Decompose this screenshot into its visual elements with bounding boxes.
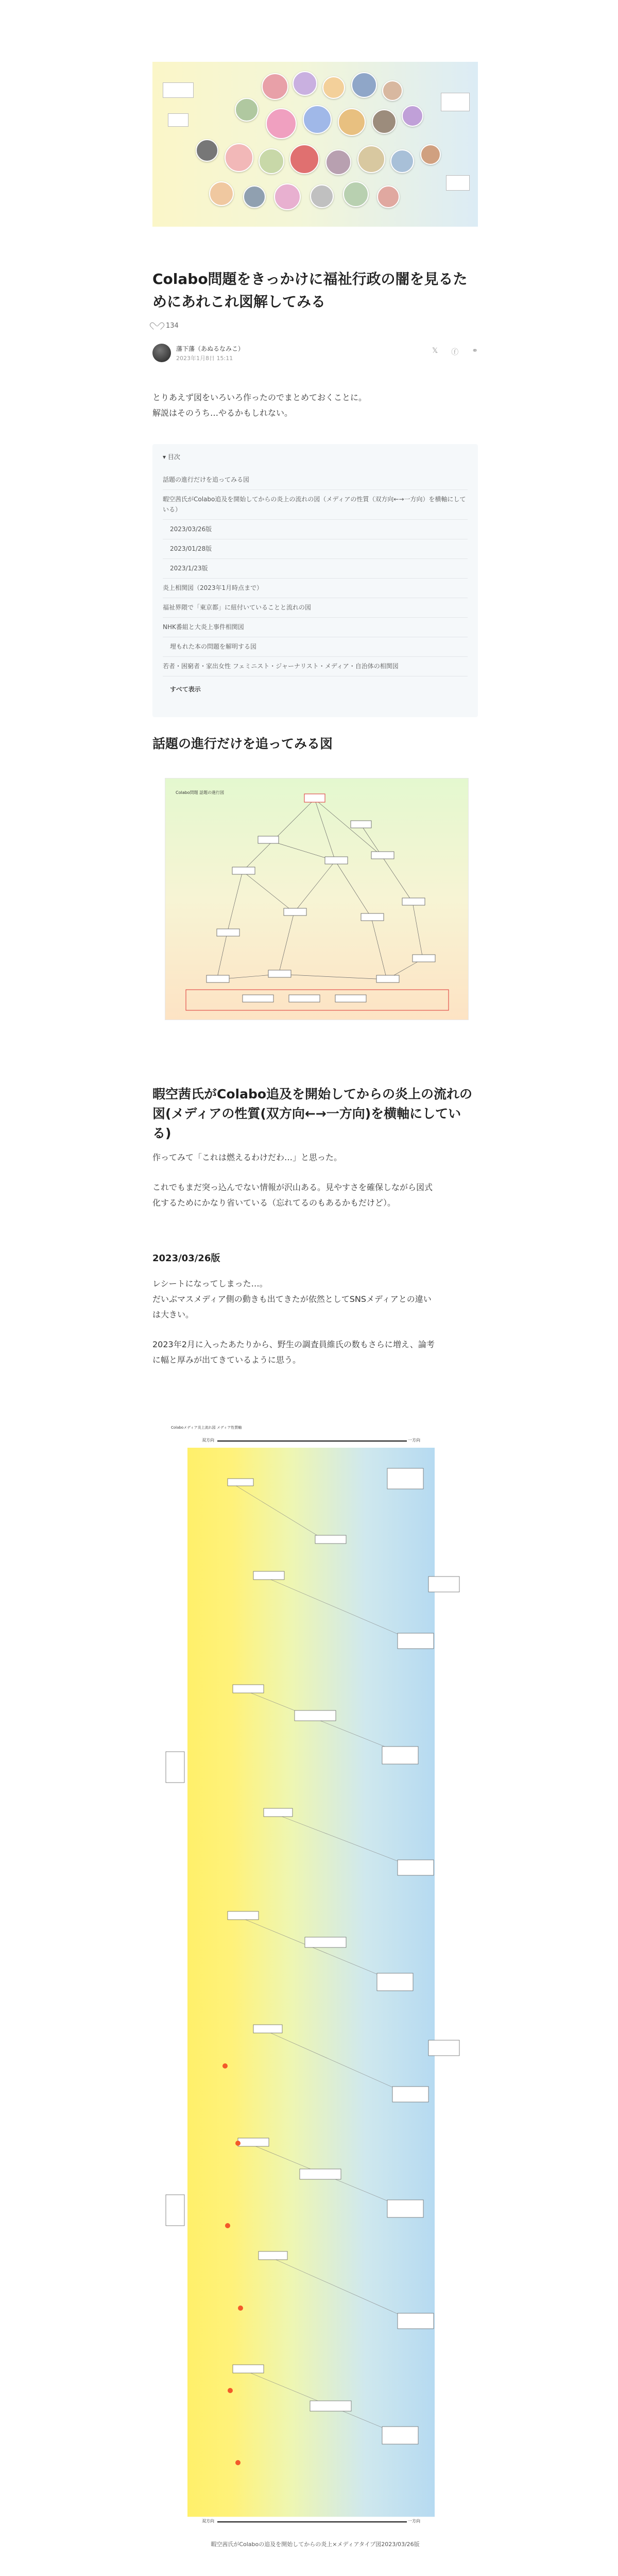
paragraph: 作ってみて「これは燃えるわけだわ…」と思った。 [152,1153,342,1162]
facebook-icon[interactable]: ⓕ [451,348,459,357]
section-body [152,1150,478,1211]
share-buttons [432,347,478,357]
diagram-graph [165,778,469,1021]
avatar [262,73,288,100]
figure-caption: 暇空茜氏がColaboの追及を開始してからの炎上×メディアタイプ図2023/03/26版 [211,2541,420,2548]
paragraph: は大きい。 [152,1310,194,1319]
like-count: 134 [166,322,179,330]
note-box [168,113,188,127]
section-heading: 暇空茜氏がColabo追及を開始してからの炎上の流れの図(メディアの性質(双方向←→一方向)を横軸にしている) [152,1087,473,1141]
axis-label-left: 双方向 [202,1438,214,1443]
avatar [351,72,377,98]
toc-item[interactable]: 埋もれた本の問題を解明する図 [163,637,468,657]
toc-item[interactable]: 2023/1/23版 [163,559,468,579]
toc-item[interactable]: 炎上相関図（2023年1月時点まで） [163,579,468,598]
avatar [325,149,351,175]
toc-item[interactable]: 2023/01/28版 [163,539,468,559]
toc-item[interactable]: 暇空茜氏がColabo追及を開始してからの炎上の流れの図（メディアの性質（双方向←→一方向）を横軸にしている） [163,490,468,520]
avatar [322,76,345,99]
avatar [390,149,414,173]
toc-item[interactable]: 話題の進行だけを追ってみる図 [163,470,468,490]
avatar [357,145,385,173]
avatar [243,185,266,208]
avatar [235,98,259,122]
axis-label-left: 双方向 [202,2519,214,2523]
publish-date: 2023年1月8日 15:11 [176,354,233,362]
x-icon[interactable]: 𝕏 [432,347,438,355]
note-box [446,175,470,191]
toc-item[interactable]: NHK番組と大炎上事件相関図 [163,618,468,637]
avatar [303,105,332,134]
toc-heading[interactable]: ▾ 目次 [163,453,180,461]
note-box [163,82,194,98]
avatar [377,185,400,208]
paragraph: レシートになってしまった…。 [152,1279,268,1289]
paragraph: に幅と厚みが出てきているように思う。 [152,1355,301,1365]
paragraph: 化するためにかなり省いている（忘れてるのもあるかもだけど）。 [152,1198,396,1208]
avatar [225,143,253,172]
avatar [196,139,218,162]
toc-item[interactable]: 2023/03/26版 [163,520,468,539]
avatar [372,109,397,134]
hero-image [152,62,478,227]
heart-icon[interactable] [152,323,161,330]
author-name[interactable]: 藩下藩（あぬるなみこ） [176,345,245,352]
intro-line: とりあえず図をいろいろ作ったのでまとめておくことに。 [152,393,367,402]
progress-diagram[interactable] [165,778,469,1020]
avatar [274,183,301,210]
toc-item[interactable]: 若者・困窮者・家出女性 フェミニスト・ジャーナリスト・メディア・自治体の相関図 [163,657,468,676]
avatar [209,181,234,206]
avatar [420,144,441,165]
toc-item[interactable]: 福祉界隈で「東京都」に紐付いていることと流れの図 [163,598,468,618]
intro-line: 解説はそのうち…やるかもしれない。 [152,408,293,418]
show-all-button[interactable]: すべて表示 [170,686,201,693]
avatar [289,144,319,174]
note-box [441,93,470,111]
avatar [402,105,423,127]
diagram-title: Colabo問題 話題の進行図 [176,790,225,795]
avatar [343,181,369,207]
likes-row [152,322,478,330]
article-title: Colabo問題をきっかけに福祉行政の闇を見るためにあれこれ図解してみる [152,270,468,310]
avatar [310,184,334,208]
table-of-contents [152,444,478,717]
avatar [293,71,317,96]
axis-label-right: 一方向 [408,2519,420,2523]
axis-label-right: 一方向 [408,1438,420,1443]
intro [152,390,478,421]
diagram-title: Colaboメディア炎上流れ図 メディア性質軸 [171,1426,242,1430]
flow-diagram-2023-03-26[interactable] [161,1422,470,2537]
paragraph: 2023年2月に入ったあたりから、野生の調査員維氏の数もさらに増え、論考 [152,1340,435,1349]
author-row [152,343,478,363]
subsection-body [152,1276,478,1368]
avatar [259,148,284,174]
avatar [338,108,366,136]
avatar[interactable] [152,344,171,362]
section-heading: 話題の進行だけを追ってみる図 [152,736,333,751]
paragraph: だいぶマスメディア側の動きも出てきたが依然としてSNSメディアとの違い [152,1294,432,1304]
diagram-boxes [161,1422,470,2537]
axis-arrow [217,2521,407,2522]
link-icon[interactable]: ⚭ [472,347,478,355]
subsection-heading: 2023/03/26版 [152,1253,220,1264]
avatar [382,80,403,101]
avatar [266,108,297,139]
paragraph: これでもまだ突っ込んでない情報が沢山ある。見やすさを確保しながら図式 [152,1182,433,1192]
